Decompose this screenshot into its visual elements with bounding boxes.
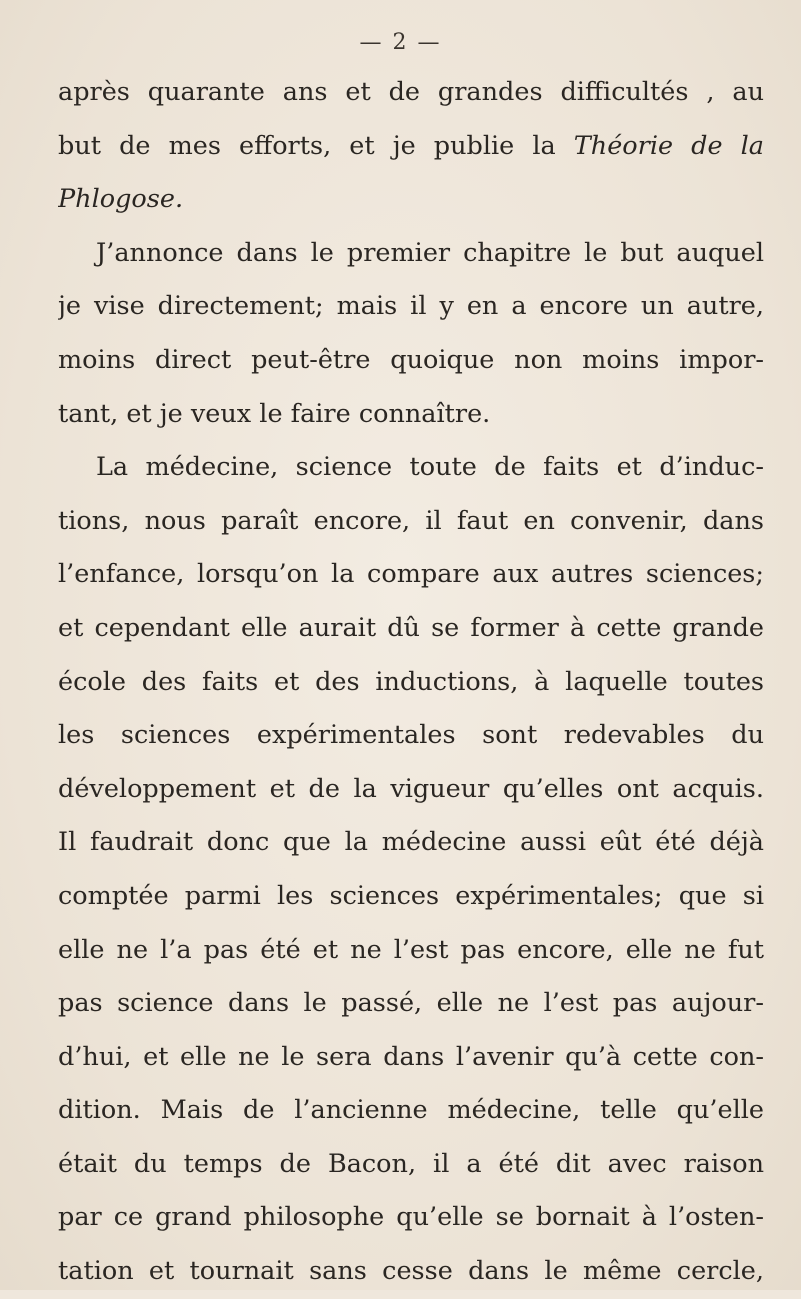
- text-line-9: tions, nous paraît encore, il faut en convenir, dans: [58, 505, 764, 536]
- text-line-7: tant, et je veux le faire connaître.: [58, 398, 491, 429]
- text-line-2: but de mes efforts, et je publie la Théorie de la: [58, 130, 764, 161]
- text-line-12: école des faits et des inductions, à laquelle toutes: [58, 666, 764, 697]
- text-line-15: Il faudrait donc que la médecine aussi eût été déjà: [58, 827, 764, 858]
- book-title-part-1: Théorie de la: [573, 130, 764, 161]
- text-line-10: l’enfance, lorsqu’on la compare aux autres sciences;: [58, 559, 764, 590]
- text-line-23: tation et tournait sans cesse dans le même cercle,: [58, 1256, 764, 1287]
- text-line-16: comptée parmi les sciences expérimentales; que si: [58, 880, 764, 911]
- text-line-19: d’hui, et elle ne le sera dans l’avenir qu’à cette con-: [58, 1041, 764, 1072]
- page-number: — 2 —: [359, 30, 442, 55]
- text-line-11: et cependant elle aurait dû se former à cette grande: [58, 612, 764, 643]
- text-line-18: pas science dans le passé, elle ne l’est pas aujour-: [58, 988, 764, 1019]
- text-line-13: les sciences expérimentales sont redevables du: [58, 720, 764, 751]
- text-line-1: après quarante ans et de grandes difficultés , au: [58, 77, 764, 107]
- book-title-part-2: Phlogose.: [58, 184, 184, 215]
- text-line-6: moins direct peut-être quoique non moins impor-: [58, 344, 764, 375]
- text-line-8: La médecine, science toute de faits et d’induc-: [96, 452, 764, 483]
- text-line-22: par ce grand philosophe qu’elle se bornait à l’osten-: [58, 1202, 764, 1233]
- body-text: [58, 66, 764, 1299]
- text-line-5: je vise directement; mais il y en a encore un autre,: [58, 291, 764, 322]
- text-line-21: était du temps de Bacon, il a été dit avec raison: [58, 1148, 764, 1179]
- text-line-4: J’annonce dans le premier chapitre le but auquel: [96, 237, 764, 268]
- text-line-14: développement et de la vigueur qu’elles ont acquis.: [58, 773, 764, 804]
- text-line-3: [58, 173, 764, 227]
- text-line-17: elle ne l’a pas été et ne l’est pas encore, elle ne fut: [58, 934, 764, 965]
- text-line-20: dition. Mais de l’ancienne médecine, telle qu’elle: [58, 1095, 764, 1126]
